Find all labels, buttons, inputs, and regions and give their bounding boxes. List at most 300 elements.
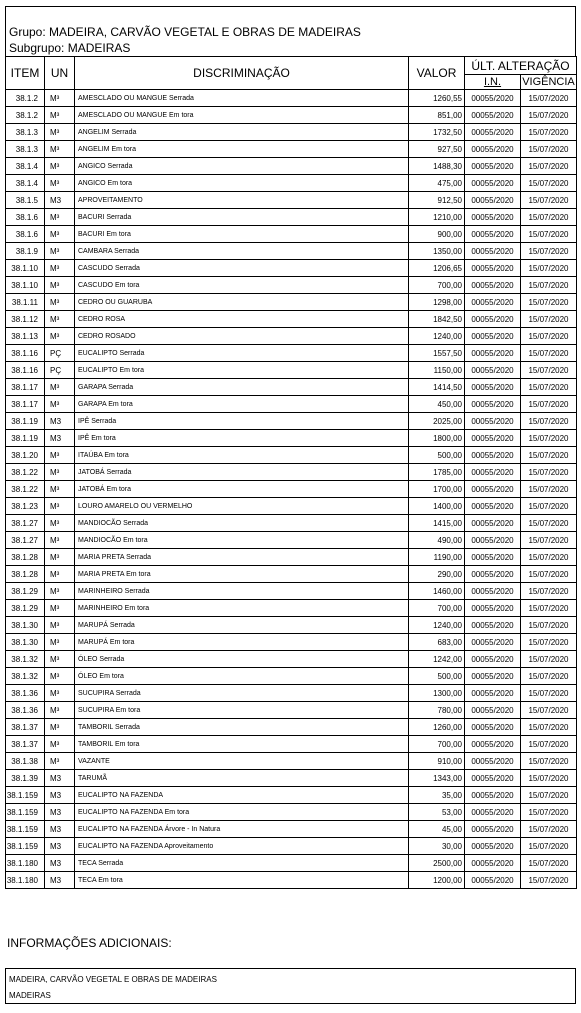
unit-cell: M³ — [45, 515, 75, 532]
unit-cell: M³ — [45, 600, 75, 617]
validity-cell: 15/07/2020 — [521, 498, 577, 515]
validity-cell: 15/07/2020 — [521, 158, 577, 175]
description-cell: ANGICO Em tora — [75, 175, 409, 192]
value-cell: 35,00 — [409, 787, 465, 804]
description-cell: CEDRO OU GUARUBA — [75, 294, 409, 311]
value-cell: 1206,65 — [409, 260, 465, 277]
description-cell: EUCALIPTO Serrada — [75, 345, 409, 362]
table-row — [6, 600, 577, 617]
item-cell: 38.1.28 — [6, 566, 45, 583]
validity-cell: 15/07/2020 — [521, 481, 577, 498]
in-cell: 00055/2020 — [465, 192, 521, 209]
unit-cell: PÇ — [45, 362, 75, 379]
in-cell: 00055/2020 — [465, 583, 521, 600]
validity-cell: 15/07/2020 — [521, 600, 577, 617]
unit-cell: M3 — [45, 787, 75, 804]
unit-cell: PÇ — [45, 345, 75, 362]
value-cell: 1557,50 — [409, 345, 465, 362]
value-cell: 475,00 — [409, 175, 465, 192]
unit-cell: M³ — [45, 158, 75, 175]
validity-cell: 15/07/2020 — [521, 175, 577, 192]
item-cell: 38.1.159 — [6, 838, 45, 855]
in-cell: 00055/2020 — [465, 821, 521, 838]
validity-cell: 15/07/2020 — [521, 855, 577, 872]
validity-cell: 15/07/2020 — [521, 787, 577, 804]
in-cell: 00055/2020 — [465, 498, 521, 515]
validity-cell: 15/07/2020 — [521, 838, 577, 855]
description-cell: MANDIOCÃO Serrada — [75, 515, 409, 532]
unit-cell: M³ — [45, 277, 75, 294]
table-row — [6, 260, 577, 277]
validity-cell: 15/07/2020 — [521, 770, 577, 787]
unit-cell: M³ — [45, 141, 75, 158]
in-cell: 00055/2020 — [465, 668, 521, 685]
item-cell: 38.1.159 — [6, 821, 45, 838]
additional-info-line-2: MADEIRAS — [9, 991, 51, 1000]
item-cell: 38.1.20 — [6, 447, 45, 464]
in-cell: 00055/2020 — [465, 175, 521, 192]
description-cell: TAMBORIL Em tora — [75, 736, 409, 753]
description-cell: EUCALIPTO Em tora — [75, 362, 409, 379]
table-row — [6, 277, 577, 294]
description-cell: ANGELIM Em tora — [75, 141, 409, 158]
table-row — [6, 430, 577, 447]
unit-cell: M³ — [45, 634, 75, 651]
description-cell: SUCUPIRA Em tora — [75, 702, 409, 719]
unit-cell: M³ — [45, 532, 75, 549]
validity-cell: 15/07/2020 — [521, 821, 577, 838]
in-cell: 00055/2020 — [465, 345, 521, 362]
validity-cell: 15/07/2020 — [521, 396, 577, 413]
validity-cell: 15/07/2020 — [521, 447, 577, 464]
validity-cell: 15/07/2020 — [521, 209, 577, 226]
description-cell: EUCALIPTO NA FAZENDA Em tora — [75, 804, 409, 821]
value-cell: 1240,00 — [409, 328, 465, 345]
unit-cell: M³ — [45, 736, 75, 753]
unit-cell: M3 — [45, 413, 75, 430]
value-cell: 1200,00 — [409, 872, 465, 889]
in-cell: 00055/2020 — [465, 872, 521, 889]
unit-cell: M³ — [45, 583, 75, 600]
description-cell: ITAÚBA Em tora — [75, 447, 409, 464]
item-cell: 38.1.32 — [6, 651, 45, 668]
value-cell: 1300,00 — [409, 685, 465, 702]
value-cell: 1242,00 — [409, 651, 465, 668]
unit-cell: M³ — [45, 379, 75, 396]
in-cell: 00055/2020 — [465, 464, 521, 481]
table-row — [6, 855, 577, 872]
unit-cell: M3 — [45, 838, 75, 855]
validity-cell: 15/07/2020 — [521, 141, 577, 158]
value-cell: 2025,00 — [409, 413, 465, 430]
validity-cell: 15/07/2020 — [521, 260, 577, 277]
column-header-item: ITEM — [6, 57, 45, 90]
item-cell: 38.1.23 — [6, 498, 45, 515]
in-cell: 00055/2020 — [465, 430, 521, 447]
item-cell: 38.1.180 — [6, 872, 45, 889]
value-cell: 1414,50 — [409, 379, 465, 396]
table-row — [6, 413, 577, 430]
value-cell: 1343,00 — [409, 770, 465, 787]
description-cell: SUCUPIRA Serrada — [75, 685, 409, 702]
in-cell: 00055/2020 — [465, 311, 521, 328]
value-cell: 1150,00 — [409, 362, 465, 379]
in-cell: 00055/2020 — [465, 209, 521, 226]
description-cell: IPÊ Em tora — [75, 430, 409, 447]
validity-cell: 15/07/2020 — [521, 753, 577, 770]
in-cell: 00055/2020 — [465, 787, 521, 804]
item-cell: 38.1.19 — [6, 413, 45, 430]
table-row — [6, 515, 577, 532]
table-row — [6, 311, 577, 328]
table-row — [6, 736, 577, 753]
unit-cell: M³ — [45, 243, 75, 260]
in-cell: 00055/2020 — [465, 124, 521, 141]
unit-cell: M³ — [45, 328, 75, 345]
description-cell: ÓLEO Em tora — [75, 668, 409, 685]
item-cell: 38.1.19 — [6, 430, 45, 447]
item-cell: 38.1.32 — [6, 668, 45, 685]
description-cell: APROVEITAMENTO — [75, 192, 409, 209]
item-cell: 38.1.10 — [6, 277, 45, 294]
value-cell: 927,50 — [409, 141, 465, 158]
value-cell: 1800,00 — [409, 430, 465, 447]
table-row — [6, 532, 577, 549]
item-cell: 38.1.6 — [6, 209, 45, 226]
table-row — [6, 804, 577, 821]
in-cell: 00055/2020 — [465, 770, 521, 787]
additional-info-box — [5, 968, 576, 1004]
description-cell: AMESCLADO OU MANGUE Serrada — [75, 90, 409, 107]
validity-cell: 15/07/2020 — [521, 430, 577, 447]
value-cell: 700,00 — [409, 277, 465, 294]
table-row — [6, 549, 577, 566]
column-header-validity: VIGÊNCIA — [522, 76, 575, 88]
description-cell: VAZANTE — [75, 753, 409, 770]
description-cell: CEDRO ROSA — [75, 311, 409, 328]
validity-cell: 15/07/2020 — [521, 362, 577, 379]
column-header-in-label: I.N. — [483, 76, 502, 88]
unit-cell: M³ — [45, 124, 75, 141]
validity-cell: 15/07/2020 — [521, 685, 577, 702]
item-cell: 38.1.30 — [6, 617, 45, 634]
description-cell: CASCUDO Em tora — [75, 277, 409, 294]
unit-cell: M³ — [45, 685, 75, 702]
validity-cell: 15/07/2020 — [521, 549, 577, 566]
validity-cell: 15/07/2020 — [521, 702, 577, 719]
unit-cell: M³ — [45, 209, 75, 226]
table-row — [6, 345, 577, 362]
in-cell: 00055/2020 — [465, 566, 521, 583]
description-cell: JATOBÁ Em tora — [75, 481, 409, 498]
item-cell: 38.1.6 — [6, 226, 45, 243]
in-cell: 00055/2020 — [465, 396, 521, 413]
in-cell: 00055/2020 — [465, 736, 521, 753]
table-row — [6, 668, 577, 685]
validity-cell: 15/07/2020 — [521, 651, 577, 668]
subgroup-line: Subgrupo: MADEIRAS — [9, 41, 131, 55]
in-cell: 00055/2020 — [465, 719, 521, 736]
value-cell: 1732,50 — [409, 124, 465, 141]
value-cell: 1460,00 — [409, 583, 465, 600]
description-cell: TECA Serrada — [75, 855, 409, 872]
description-cell: CAMBARA Serrada — [75, 243, 409, 260]
unit-cell: M³ — [45, 719, 75, 736]
in-cell: 00055/2020 — [465, 413, 521, 430]
table-row — [6, 770, 577, 787]
description-cell: MANDIOCÃO Em tora — [75, 532, 409, 549]
item-cell: 38.1.39 — [6, 770, 45, 787]
value-cell: 780,00 — [409, 702, 465, 719]
in-cell: 00055/2020 — [465, 804, 521, 821]
value-cell: 900,00 — [409, 226, 465, 243]
validity-cell: 15/07/2020 — [521, 311, 577, 328]
validity-cell: 15/07/2020 — [521, 192, 577, 209]
description-cell: GARAPA Serrada — [75, 379, 409, 396]
unit-cell: M³ — [45, 107, 75, 124]
prices-table — [5, 56, 577, 889]
unit-cell: M³ — [45, 226, 75, 243]
validity-cell: 15/07/2020 — [521, 668, 577, 685]
validity-cell: 15/07/2020 — [521, 413, 577, 430]
description-cell: TAMBORIL Serrada — [75, 719, 409, 736]
item-cell: 38.1.9 — [6, 243, 45, 260]
in-cell: 00055/2020 — [465, 685, 521, 702]
validity-cell: 15/07/2020 — [521, 243, 577, 260]
table-row — [6, 498, 577, 515]
unit-cell: M³ — [45, 175, 75, 192]
description-cell: MARIA PRETA Em tora — [75, 566, 409, 583]
in-cell: 00055/2020 — [465, 753, 521, 770]
description-cell: BACURI Em tora — [75, 226, 409, 243]
table-row — [6, 175, 577, 192]
value-cell: 1240,00 — [409, 617, 465, 634]
description-cell: TECA Em tora — [75, 872, 409, 889]
group-header — [5, 6, 576, 57]
in-cell: 00055/2020 — [465, 243, 521, 260]
item-cell: 38.1.36 — [6, 685, 45, 702]
validity-cell: 15/07/2020 — [521, 634, 577, 651]
item-cell: 38.1.29 — [6, 583, 45, 600]
table-row — [6, 702, 577, 719]
item-cell: 38.1.17 — [6, 379, 45, 396]
validity-cell: 15/07/2020 — [521, 872, 577, 889]
description-cell: EUCALIPTO NA FAZENDA Árvore - In Natura — [75, 821, 409, 838]
item-cell: 38.1.36 — [6, 702, 45, 719]
table-row — [6, 396, 577, 413]
description-cell: MARINHEIRO Em tora — [75, 600, 409, 617]
table-row — [6, 379, 577, 396]
in-cell: 00055/2020 — [465, 379, 521, 396]
in-cell: 00055/2020 — [465, 260, 521, 277]
in-cell: 00055/2020 — [465, 855, 521, 872]
item-cell: 38.1.16 — [6, 345, 45, 362]
validity-cell: 15/07/2020 — [521, 464, 577, 481]
table-row — [6, 328, 577, 345]
table-row — [6, 362, 577, 379]
item-cell: 38.1.17 — [6, 396, 45, 413]
unit-cell: M³ — [45, 396, 75, 413]
value-cell: 1842,50 — [409, 311, 465, 328]
unit-cell: M³ — [45, 566, 75, 583]
in-cell: 00055/2020 — [465, 90, 521, 107]
validity-cell: 15/07/2020 — [521, 294, 577, 311]
value-cell: 1190,00 — [409, 549, 465, 566]
in-cell: 00055/2020 — [465, 277, 521, 294]
validity-cell: 15/07/2020 — [521, 124, 577, 141]
table-row — [6, 243, 577, 260]
table-row — [6, 209, 577, 226]
item-cell: 38.1.10 — [6, 260, 45, 277]
table-row — [6, 158, 577, 175]
validity-cell: 15/07/2020 — [521, 107, 577, 124]
in-cell: 00055/2020 — [465, 838, 521, 855]
table-row — [6, 634, 577, 651]
table-row — [6, 872, 577, 889]
value-cell: 1298,00 — [409, 294, 465, 311]
item-cell: 38.1.29 — [6, 600, 45, 617]
item-cell: 38.1.37 — [6, 736, 45, 753]
table-row — [6, 124, 577, 141]
description-cell: BACURI Serrada — [75, 209, 409, 226]
table-row — [6, 787, 577, 804]
value-cell: 700,00 — [409, 736, 465, 753]
item-cell: 38.1.11 — [6, 294, 45, 311]
in-cell: 00055/2020 — [465, 634, 521, 651]
column-header-description: DISCRIMINAÇÃO — [75, 57, 409, 90]
unit-cell: M³ — [45, 294, 75, 311]
table-row — [6, 719, 577, 736]
value-cell: 450,00 — [409, 396, 465, 413]
validity-cell: 15/07/2020 — [521, 90, 577, 107]
group-line: Grupo: MADEIRA, CARVÃO VEGETAL E OBRAS DE MADEIRAS — [9, 25, 361, 39]
item-cell: 38.1.27 — [6, 515, 45, 532]
description-cell: CASCUDO Serrada — [75, 260, 409, 277]
item-cell: 38.1.180 — [6, 855, 45, 872]
item-cell: 38.1.3 — [6, 124, 45, 141]
column-header-value: VALOR — [409, 57, 465, 90]
unit-cell: M³ — [45, 90, 75, 107]
table-row — [6, 566, 577, 583]
item-cell: 38.1.4 — [6, 158, 45, 175]
table-body — [6, 90, 577, 889]
value-cell: 1400,00 — [409, 498, 465, 515]
unit-cell: M3 — [45, 821, 75, 838]
validity-cell: 15/07/2020 — [521, 328, 577, 345]
description-cell: ANGICO Serrada — [75, 158, 409, 175]
column-header-last-change: ÚLT. ALTERAÇÃO — [465, 57, 577, 75]
value-cell: 2500,00 — [409, 855, 465, 872]
validity-cell: 15/07/2020 — [521, 515, 577, 532]
additional-info-title: INFORMAÇÕES ADICIONAIS: — [7, 936, 172, 950]
description-cell: EUCALIPTO NA FAZENDA — [75, 787, 409, 804]
column-header-un: UN — [45, 57, 75, 90]
validity-cell: 15/07/2020 — [521, 719, 577, 736]
value-cell: 1785,00 — [409, 464, 465, 481]
table-row — [6, 617, 577, 634]
validity-cell: 15/07/2020 — [521, 345, 577, 362]
value-cell: 45,00 — [409, 821, 465, 838]
description-cell: AMESCLADO OU MANGUE Em tora — [75, 107, 409, 124]
value-cell: 1210,00 — [409, 209, 465, 226]
value-cell: 683,00 — [409, 634, 465, 651]
item-cell: 38.1.3 — [6, 141, 45, 158]
unit-cell: M³ — [45, 481, 75, 498]
value-cell: 851,00 — [409, 107, 465, 124]
in-cell: 00055/2020 — [465, 617, 521, 634]
item-cell: 38.1.159 — [6, 787, 45, 804]
in-cell: 00055/2020 — [465, 481, 521, 498]
table-row — [6, 447, 577, 464]
unit-cell: M3 — [45, 855, 75, 872]
value-cell: 1260,00 — [409, 719, 465, 736]
unit-cell: M3 — [45, 804, 75, 821]
value-cell: 912,50 — [409, 192, 465, 209]
description-cell: MARUPÁ Em tora — [75, 634, 409, 651]
in-cell: 00055/2020 — [465, 651, 521, 668]
description-cell: CEDRO ROSADO — [75, 328, 409, 345]
table-row — [6, 821, 577, 838]
description-cell: ÓLEO Serrada — [75, 651, 409, 668]
table-row — [6, 481, 577, 498]
description-cell: IPÊ Serrada — [75, 413, 409, 430]
additional-info-line-1: MADEIRA, CARVÃO VEGETAL E OBRAS DE MADEIRAS — [9, 975, 217, 984]
value-cell: 700,00 — [409, 600, 465, 617]
item-cell: 38.1.28 — [6, 549, 45, 566]
item-cell: 38.1.13 — [6, 328, 45, 345]
validity-cell: 15/07/2020 — [521, 379, 577, 396]
in-cell: 00055/2020 — [465, 141, 521, 158]
item-cell: 38.1.2 — [6, 107, 45, 124]
value-cell: 1415,00 — [409, 515, 465, 532]
unit-cell: M3 — [45, 872, 75, 889]
description-cell: MARUPÁ Serrada — [75, 617, 409, 634]
description-cell: JATOBÁ Serrada — [75, 464, 409, 481]
unit-cell: M³ — [45, 549, 75, 566]
description-cell: EUCALIPTO NA FAZENDA Aproveitamento — [75, 838, 409, 855]
column-header-in — [465, 75, 521, 90]
table-row — [6, 107, 577, 124]
item-cell: 38.1.30 — [6, 634, 45, 651]
value-cell: 1488,30 — [409, 158, 465, 175]
table-row — [6, 90, 577, 107]
value-cell: 30,00 — [409, 838, 465, 855]
in-cell: 00055/2020 — [465, 328, 521, 345]
validity-cell: 15/07/2020 — [521, 226, 577, 243]
value-cell: 500,00 — [409, 668, 465, 685]
item-cell: 38.1.159 — [6, 804, 45, 821]
validity-cell: 15/07/2020 — [521, 583, 577, 600]
unit-cell: M3 — [45, 192, 75, 209]
unit-cell: M³ — [45, 617, 75, 634]
item-cell: 38.1.5 — [6, 192, 45, 209]
table-row — [6, 838, 577, 855]
unit-cell: M³ — [45, 651, 75, 668]
table-row — [6, 685, 577, 702]
table-row — [6, 651, 577, 668]
validity-cell: 15/07/2020 — [521, 566, 577, 583]
description-cell: MARINHEIRO Serrada — [75, 583, 409, 600]
in-cell: 00055/2020 — [465, 515, 521, 532]
unit-cell: M³ — [45, 498, 75, 515]
item-cell: 38.1.22 — [6, 464, 45, 481]
item-cell: 38.1.4 — [6, 175, 45, 192]
description-cell: TARUMÃ — [75, 770, 409, 787]
unit-cell: M³ — [45, 668, 75, 685]
unit-cell: M³ — [45, 464, 75, 481]
value-cell: 1350,00 — [409, 243, 465, 260]
description-cell: MARIA PRETA Serrada — [75, 549, 409, 566]
